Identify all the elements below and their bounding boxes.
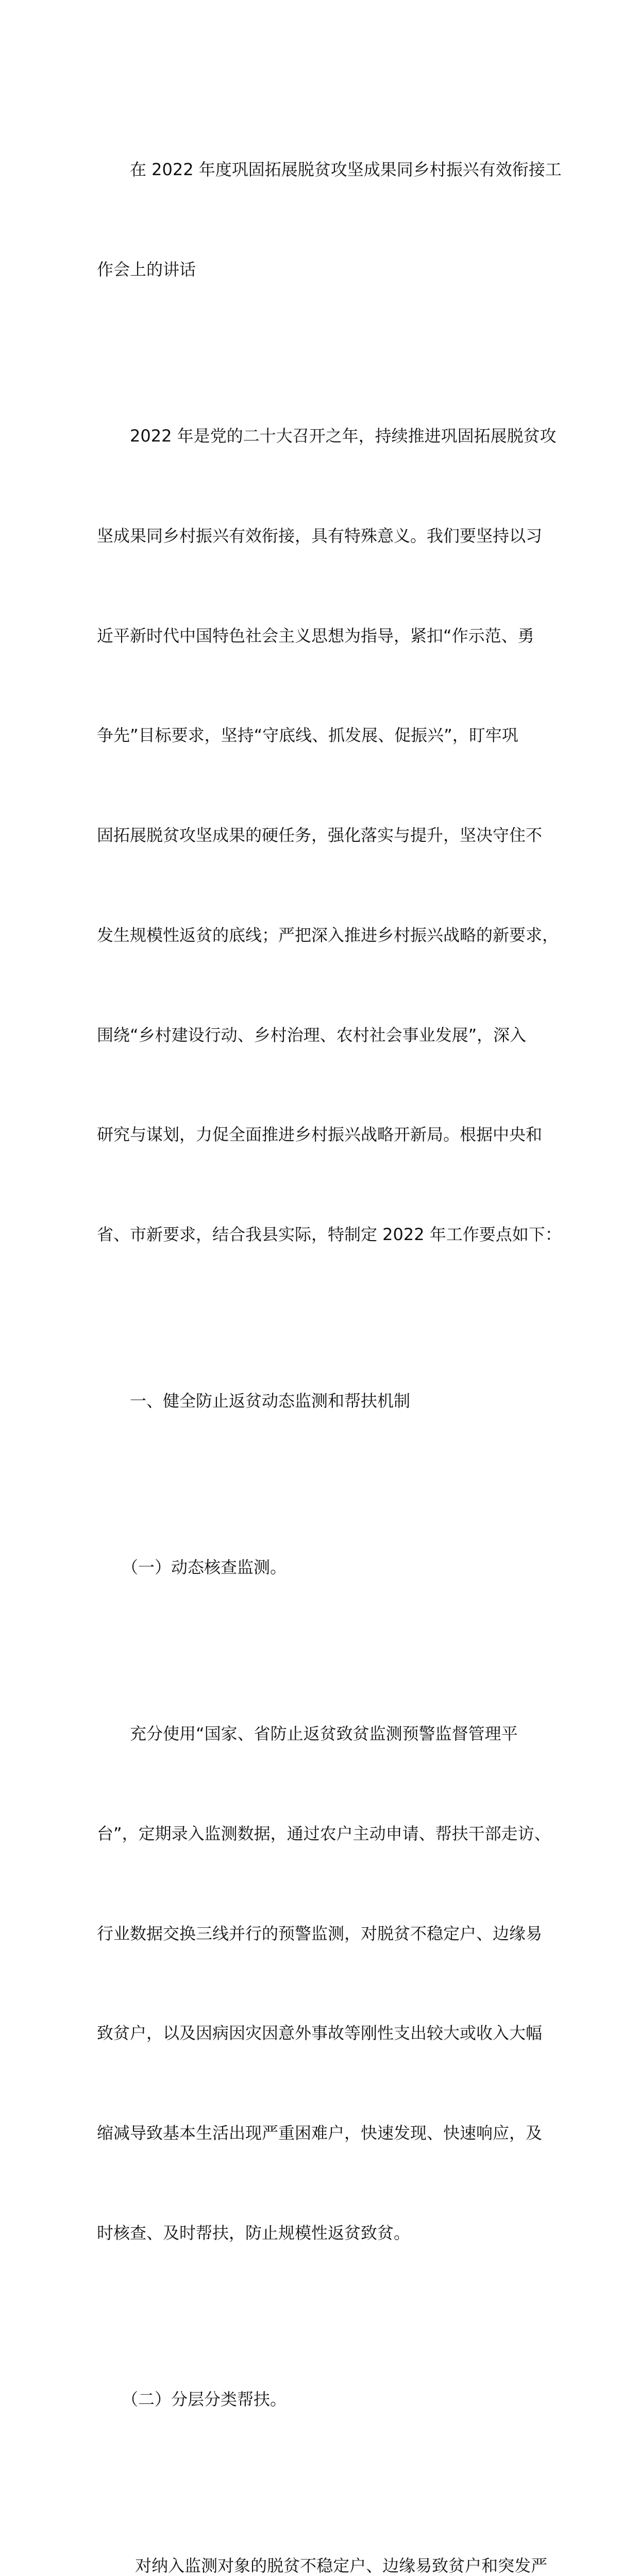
title-line: 作会上的讲话 bbox=[97, 259, 196, 279]
subsection-heading bbox=[97, 1484, 545, 1651]
section-heading bbox=[97, 1318, 545, 1484]
document-title bbox=[97, 87, 562, 353]
text-line: 2022 年是党的二十大召开之年，持续推进巩固拓展脱贫攻 bbox=[97, 426, 557, 446]
text-line: 缩减导致基本生活出现严重困难户，快速发现、快速响应，及 bbox=[97, 2123, 543, 2143]
assistance-paragraph bbox=[97, 2483, 548, 2576]
sub-1-heading: （一）动态核查监测。 bbox=[97, 1557, 287, 1578]
text-line: 发生规模性返贫的底线；严把深入推进乡村振兴战略的新要求， bbox=[97, 925, 559, 945]
section-1-heading: 一、健全防止返贫动态监测和帮扶机制 bbox=[97, 1391, 411, 1411]
text-line: 致贫户，以及因病因灾因意外事故等刚性支出较大或收入大幅 bbox=[97, 2023, 543, 2043]
sub-2-heading: （二）分层分类帮扶。 bbox=[97, 2389, 287, 2409]
text-line: 对纳入监测对象的脱贫不稳定户、边缘易致贫户和突发严 bbox=[97, 2555, 548, 2575]
text-line: 争先”目标要求，坚持“守底线、抓发展、促振兴”，盯牢巩 bbox=[97, 725, 518, 745]
text-line: 台”，定期录入监测数据，通过农户主动申请、帮扶干部走访、 bbox=[97, 1823, 551, 1843]
text-line: 充分使用“国家、省防止返贫致贫监测预警监督管理平 bbox=[97, 1724, 518, 1744]
text-line: 坚成果同乡村振兴有效衔接，具有特殊意义。我们要坚持以习 bbox=[97, 526, 543, 546]
intro-paragraph bbox=[97, 353, 562, 1318]
document-body bbox=[97, 87, 562, 2576]
subsection-heading bbox=[97, 2316, 545, 2483]
text-line: 近平新时代中国特色社会主义思想为指导，紧扣“作示范、勇 bbox=[97, 625, 534, 646]
text-line: 固拓展脱贫攻坚成果的硬任务，强化落实与提升，坚决守住不 bbox=[97, 825, 543, 845]
title-line: 在 2022 年度巩固拓展脱贫攻坚成果同乡村振兴有效衔接工 bbox=[97, 160, 562, 180]
text-line: 时核查、及时帮扶，防止规模性返贫致贫。 bbox=[97, 2223, 411, 2243]
monitoring-paragraph bbox=[97, 1651, 551, 2316]
text-line: 省、市新要求，结合我县实际，特制定 2022 年工作要点如下： bbox=[97, 1225, 562, 1245]
text-line: 行业数据交换三线并行的预警监测，对脱贫不稳定户、边缘易 bbox=[97, 1923, 543, 1943]
text-line: 研究与谋划，力促全面推进乡村振兴战略开新局。根据中央和 bbox=[97, 1125, 543, 1145]
text-line: 围绕“乡村建设行动、乡村治理、农村社会事业发展”，深入 bbox=[97, 1025, 527, 1045]
